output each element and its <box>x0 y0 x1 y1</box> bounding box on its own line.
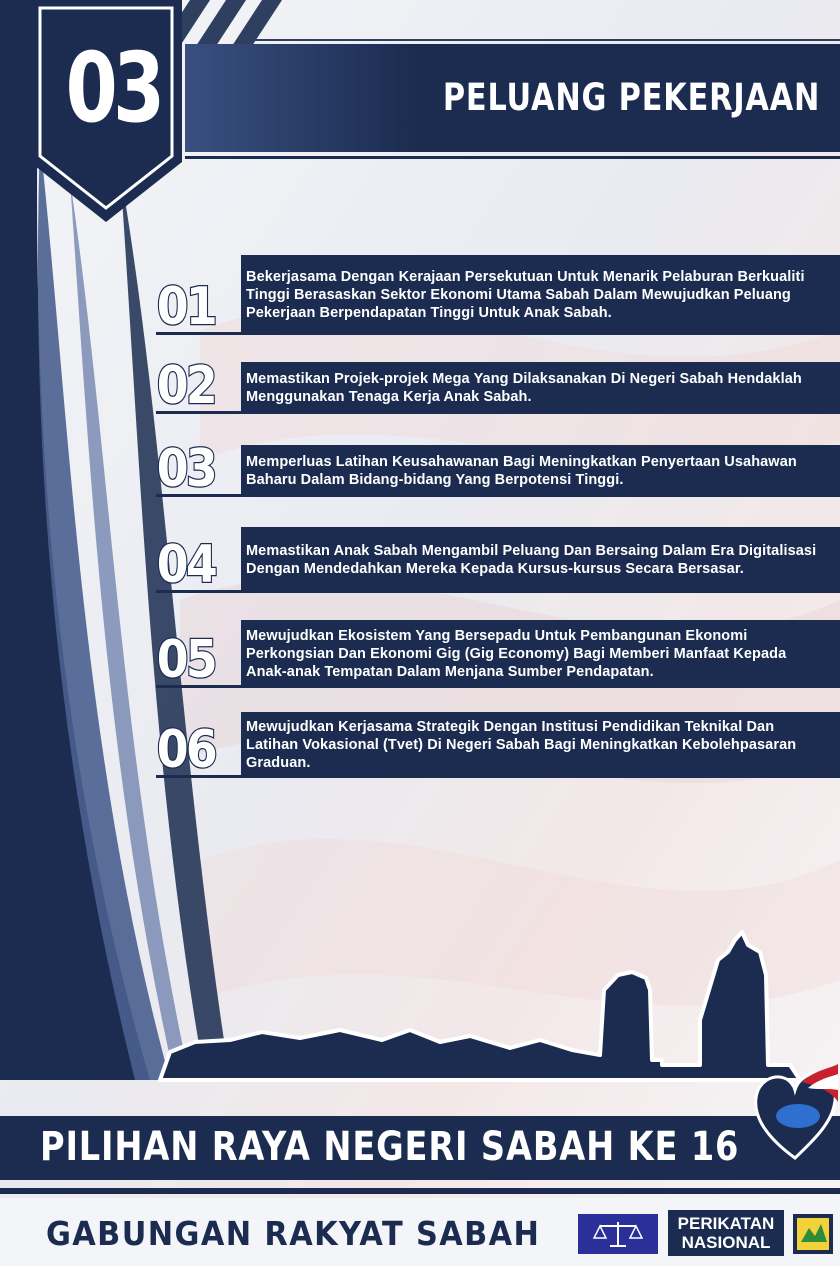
item-underline <box>156 494 840 497</box>
page-title: PELUANG PEKERJAAN <box>442 76 820 119</box>
coalition-name: GABUNGAN RAKYAT SABAH <box>46 1214 541 1253</box>
list-item <box>156 620 840 688</box>
item-underline <box>156 590 840 593</box>
list-item <box>156 255 840 335</box>
section-number: 03 <box>65 32 161 144</box>
scales-logo <box>578 1214 658 1254</box>
item-underline <box>156 332 840 335</box>
list-item <box>156 439 840 499</box>
list-item <box>156 356 840 416</box>
item-underline <box>156 685 840 688</box>
pbs-logo <box>793 1214 833 1254</box>
item-number: 05 <box>156 630 216 690</box>
item-number: 02 <box>156 356 216 416</box>
item-number: 06 <box>156 720 216 780</box>
item-text: Mewujudkan Kerjasama Strategik Dengan Institusi Pendidikan Teknikal Dan Latihan Vokasional (Tvet) Di Negeri Sabah Bagi Meningkatkan Kebolehpasaran Graduan. <box>246 719 797 771</box>
sayangi-sabah-heart-logo <box>752 1062 838 1162</box>
item-number: 03 <box>156 439 216 499</box>
item-underline <box>156 775 840 778</box>
scales-icon <box>578 1214 658 1254</box>
pbs-icon <box>793 1214 833 1254</box>
perikatan-nasional-logo <box>668 1210 784 1256</box>
item-text: Memastikan Projek-projek Mega Yang Dilaksanakan Di Negeri Sabah Hendaklah Menggunakan Tenaga Kerja Anak Sabah. <box>246 371 802 405</box>
item-text: Mewujudkan Ekosistem Yang Bersepadu Untuk Pembangunan Ekonomi Perkongsian Dan Ekonomi Gig (Gig Economy) Bagi Memberi Manfaat Kepada Anak-anak Tempatan Dalam Menjana Sumber Pendapatan. <box>246 628 787 680</box>
item-text: Bekerjasama Dengan Kerajaan Persekutuan Untuk Menarik Pelaburan Berkualiti Tinggi Berasaskan Sektor Ekonomi Utama Sabah Dalam Mewujudkan Peluang Pekerjaan Berpendapatan Tinggi Untuk Anak Sabah. <box>246 269 805 321</box>
item-number: 01 <box>156 277 216 337</box>
item-number: 04 <box>156 535 216 595</box>
list-item <box>156 527 840 593</box>
item-text: Memastikan Anak Sabah Mengambil Peluang Dan Bersaing Dalam Era Digitalisasi Dengan Mendedahkan Mereka Kepada Kursus-kursus Secara Bersasar. <box>246 543 817 577</box>
item-text: Memperluas Latihan Keusahawanan Bagi Meningkatkan Penyertaan Usahawan Baharu Dalam Bidang-bidang Yang Berpotensi Tinggi. <box>246 454 797 488</box>
list-item <box>156 712 840 778</box>
logo-line-2: NASIONAL <box>681 1233 771 1252</box>
election-title: PILIHAN RAYA NEGERI SABAH KE 16 <box>40 1124 740 1170</box>
item-underline <box>156 411 840 414</box>
logo-line-1: PERIKATAN <box>677 1214 775 1233</box>
